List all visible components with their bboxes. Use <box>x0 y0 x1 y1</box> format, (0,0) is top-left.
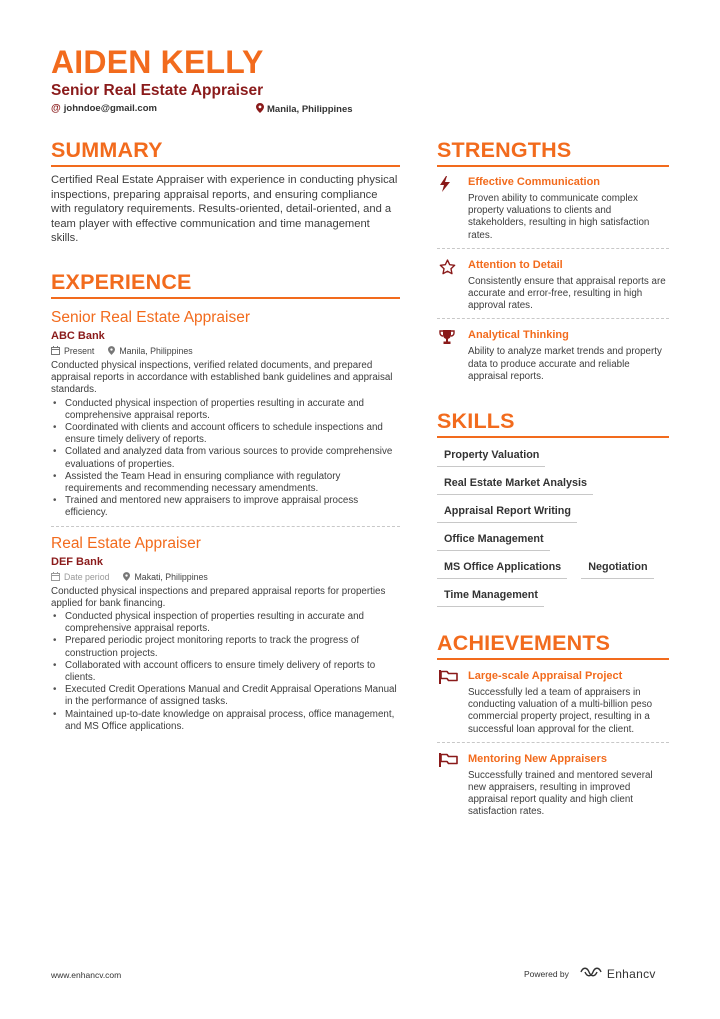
brand-logo <box>579 966 656 981</box>
map-pin-icon <box>256 103 264 116</box>
calendar-icon <box>51 346 60 357</box>
strength-title: Effective Communication <box>468 176 601 188</box>
summary-text: Certified Real Estate Appraiser with experience in conducting physical inspections, preparing appraisal reports, and ensuring compliance with regulatory requirements. Results-oriented, detail-oriented, and a team player with effective communication and time management skills. <box>51 174 398 245</box>
skill-tag: Office Management <box>437 530 550 551</box>
trophy-icon <box>437 329 468 383</box>
achievement-title: Large-scale Appraisal Project <box>468 670 623 683</box>
job-bullet: • Executed Credit Operations Manual and Credit Appraisal Operations Manual in the performance of assigned tasks. <box>51 684 400 708</box>
job-location <box>123 572 207 583</box>
strength-description: Consistently ensure that appraisal reports are accurate and error-free, resulting in high approval rates. <box>468 275 666 312</box>
strength-title: Attention to Detail <box>468 258 563 271</box>
email-text: johndoe@gmail.com <box>63 103 157 114</box>
skills-section <box>437 409 669 607</box>
strength-description: Proven ability to communicate complex property valuations to clients and stakeholders, resulting in high satisfaction rates. <box>468 193 650 241</box>
job-bullet: • Trained and mentored new appraisers to improve appraisal process efficiency. <box>51 495 400 519</box>
job-location-text: Makati, Philippines <box>134 572 208 583</box>
job-bullet: • Conducted physical inspection of properties resulting in accurate and comprehensive appraisal reports. <box>51 611 400 635</box>
footer-brand[interactable] <box>524 966 656 981</box>
job-bullet: • Assisted the Team Head in ensuring compliance with regulatory requirements and recommending necessary amendments. <box>51 471 400 495</box>
achievements-section <box>437 631 669 819</box>
achievement-description: Successfully trained and mentored several new appraisers, resulting in improved appraisal report quality and high client satisfaction rates. <box>468 769 653 818</box>
job-bullet: • Collated and analyzed data from various sources to provide comprehensive evaluations of properties. <box>51 446 400 470</box>
job-date-text: Date period <box>64 572 110 583</box>
strength-item <box>437 329 669 383</box>
job-description: Conducted physical inspections and prepared appraisal reports for properties applied for bank financing. <box>51 585 386 609</box>
job-bullet: • Coordinated with clients and account officers to schedule inspections and ensure timely delivery of reports. <box>51 422 400 446</box>
lightning-icon <box>437 176 468 242</box>
summary-heading: SUMMARY <box>51 138 400 167</box>
right-column <box>437 138 669 819</box>
job-title: Senior Real Estate Appraiser <box>51 308 251 326</box>
strength-item <box>437 259 669 313</box>
left-column <box>51 138 400 733</box>
skill-tag: Negotiation <box>581 558 653 579</box>
job-location-text: Manila, Philippines <box>119 346 193 357</box>
job-date-text: Present <box>64 346 95 357</box>
contact-location <box>256 103 353 116</box>
summary-section <box>51 138 400 246</box>
divider <box>437 742 669 743</box>
at-icon: @ <box>51 103 61 114</box>
star-icon <box>437 259 468 313</box>
divider <box>51 526 400 527</box>
strength-title: Analytical Thinking <box>468 329 569 342</box>
contact-email[interactable] <box>51 103 157 114</box>
skill-tag: Property Valuation <box>437 446 545 467</box>
skills-list <box>437 446 669 607</box>
achievement-title: Mentoring New Appraisers <box>468 752 607 765</box>
company-name: ABC Bank <box>51 329 105 342</box>
map-pin-icon <box>123 572 130 583</box>
strengths-section <box>437 138 669 383</box>
brand-name: Enhancv <box>606 966 656 981</box>
skill-tag: MS Office Applications <box>437 558 567 579</box>
job-bullet: • Conducted physical inspection of properties resulting in accurate and comprehensive appraisal reports. <box>51 398 400 422</box>
enhancv-logo-icon <box>579 966 603 981</box>
candidate-name: AIDEN KELLY <box>51 44 264 80</box>
achievement-description: Successfully led a team of appraisers in conducting valuation of a multi-billion peso commercial property project, resulting in a successful loan approval for the client. <box>468 687 653 735</box>
job-bullet: • Collaborated with account officers to ensure timely delivery of reports to clients. <box>51 660 400 684</box>
job-description: Conducted physical inspections, verified related documents, and prepared appraisal reports in accordance with established bank guidelines and appraisal standards. <box>51 359 393 396</box>
flag-icon <box>437 753 468 819</box>
map-pin-icon <box>108 346 115 357</box>
candidate-title: Senior Real Estate Appraiser <box>51 82 264 99</box>
job-title: Real Estate Appraiser <box>51 534 201 552</box>
skill-tag: Appraisal Report Writing <box>437 502 577 523</box>
company-name: DEF Bank <box>51 555 103 568</box>
skill-tag: Time Management <box>437 586 544 607</box>
job-date <box>51 572 109 583</box>
job-date <box>51 346 94 357</box>
flag-icon <box>437 670 468 736</box>
footer-url[interactable]: www.enhancv.com <box>51 970 122 980</box>
job-entry <box>51 535 400 733</box>
strengths-heading: STRENGTHS <box>437 138 669 167</box>
calendar-icon <box>51 572 60 583</box>
divider <box>437 248 669 249</box>
strength-item <box>437 176 669 242</box>
experience-heading: EXPERIENCE <box>51 270 400 299</box>
experience-section <box>51 270 400 733</box>
skill-tag: Real Estate Market Analysis <box>437 474 593 495</box>
powered-by-text: Powered by <box>524 968 569 979</box>
job-meta <box>51 346 400 357</box>
location-text: Manila, Philippines <box>267 104 353 115</box>
strength-description: Ability to analyze market trends and property data to produce accurate and reliable appraisal reports. <box>468 346 662 382</box>
job-bullet: • Prepared periodic project monitoring reports to track the progress of construction projects. <box>51 635 400 659</box>
skills-heading: SKILLS <box>437 409 669 438</box>
achievements-heading: ACHIEVEMENTS <box>437 631 669 660</box>
job-location <box>108 346 192 357</box>
achievement-item <box>437 753 669 819</box>
job-meta <box>51 572 400 583</box>
job-bullet: • Maintained up-to-date knowledge on appraisal process, office management, and MS Office applications. <box>51 709 400 733</box>
achievement-item <box>437 670 669 736</box>
divider <box>437 318 669 319</box>
job-entry <box>51 309 400 527</box>
job-bullets <box>51 398 400 520</box>
job-bullets <box>51 611 400 733</box>
